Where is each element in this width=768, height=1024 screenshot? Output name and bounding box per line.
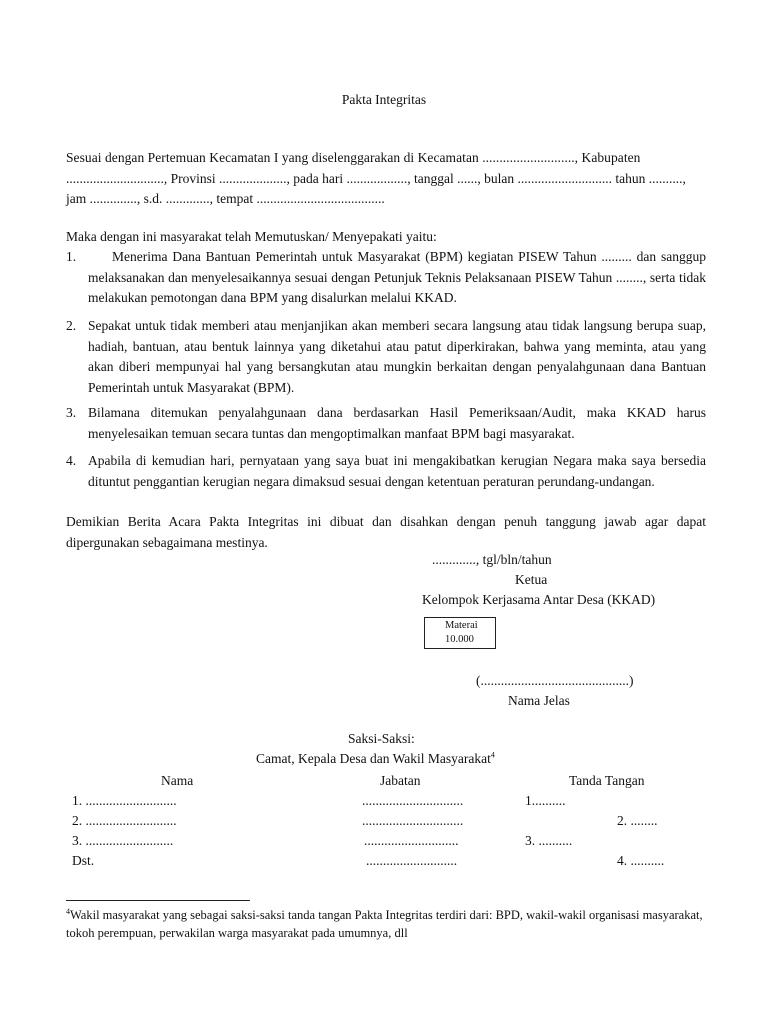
witness-row-1-ttd: 1.......... xyxy=(525,793,566,808)
closing-paragraph: Demikian Berita Acara Pakta Integritas ini dibuat dan disahkan dengan penuh tanggung jawab agar dapat dipergunakan sebagaimana mestinya. xyxy=(66,514,706,550)
witness-row-3-nama: 3. .......................... xyxy=(72,833,174,848)
decision-item-4 xyxy=(66,451,706,492)
signature-name-label: Nama Jelas xyxy=(508,693,570,708)
item-number: 4. xyxy=(66,453,77,468)
signature-name-line: (............................................) xyxy=(476,673,634,688)
column-header-jabatan: Jabatan xyxy=(380,773,421,788)
intro-line-3: jam .............., s.d. ............., tempat ...................................... xyxy=(66,191,385,206)
witness-row-2-nama: 2. ........................... xyxy=(72,813,177,828)
witnesses-title: Saksi-Saksi: xyxy=(348,731,415,746)
witness-row-2-jabatan: .............................. xyxy=(362,813,464,828)
witnesses-subtitle-text: Camat, Kepala Desa dan Wakil Masyarakat xyxy=(256,751,491,766)
footnote-number: 4 xyxy=(66,906,70,916)
decision-item-1 xyxy=(66,247,706,309)
item-number: 1. xyxy=(66,249,77,264)
decision-item-3 xyxy=(66,403,706,444)
signature-date: ............., tgl/bln/tahun xyxy=(432,552,552,567)
witness-row-4-ttd: 4. .......... xyxy=(617,853,665,868)
item-number: 3. xyxy=(66,405,77,420)
witness-row-4-jabatan: ........................... xyxy=(366,853,458,868)
witness-row-1-nama: 1. ........................... xyxy=(72,793,177,808)
signature-role: Ketua xyxy=(515,572,548,587)
intro-line-1: Sesuai dengan Pertemuan Kecamatan I yang diselenggarakan di Kecamatan ..........................., Kabupaten xyxy=(66,150,641,165)
witness-row-4-nama: Dst. xyxy=(72,853,95,868)
item-text: Apabila di kemudian hari, pernyataan yang saya buat ini mengakibatkan kerugian Negara maka saya bersedia dituntut penggantian kerugian negara dimaksud sesuai dengan ketentuan peraturan perundang-undangan. xyxy=(88,453,706,489)
column-header-nama: Nama xyxy=(161,773,194,788)
item-text: Bilamana ditemukan penyalahgunaan dana berdasarkan Hasil Pemeriksaan/Audit, maka KKAD harus menyelesaikan temuan secara tuntas dan mengoptimalkan manfaat BPM bagi masyarakat. xyxy=(88,405,706,441)
footnote-text: Wakil masyarakat yang sebagai saksi-saksi tanda tangan Pakta Integritas terdiri dari: BPD, wakil-wakil organisasi masyarakat, tokoh perempuan, perwakilan warga masyarakat pada umumnya, dll xyxy=(66,908,703,940)
item-text: Sepakat untuk tidak memberi atau menjanjikan akan memberi secara langsung atau tidak langsung berupa suap, hadiah, bantuan, atau bentuk lainnya yang diketahui atau patut diperkirakan, bahwa yang meminta, atau yang akan diberi mempunyai hal yang bersangkutan atau mungkin berkaitan dengan penyalahgunaan dana Bantuan Pemerintah untuk Masyarakat (BPM). xyxy=(88,318,706,395)
intro-paragraph xyxy=(66,148,706,210)
decision-item-2 xyxy=(66,316,706,398)
witness-row-2-ttd: 2. ........ xyxy=(617,813,658,828)
decision-intro: Maka dengan ini masyarakat telah Memutuskan/ Menyepakati yaitu: xyxy=(66,229,437,244)
witnesses-subtitle xyxy=(256,751,495,767)
item-number: 2. xyxy=(66,318,77,333)
footnote xyxy=(66,906,711,942)
footnote-divider xyxy=(66,900,250,901)
stamp-value: 10.000 xyxy=(445,634,474,645)
column-header-ttd: Tanda Tangan xyxy=(569,773,645,788)
item-text: Menerima Dana Bantuan Pemerintah untuk Masyarakat (BPM) kegiatan PISEW Tahun ......... dan sanggup melaksanakan dan menyelesaikannya sesuai dengan Petunjuk Teknis Pelaksanaan PISEW Tahun ........, serta tidak melakukan pemotongan dana BPM yang disalurkan melalui KKAD. xyxy=(88,249,706,305)
stamp-label: Materai xyxy=(445,620,478,631)
document-title: Pakta Integritas xyxy=(341,92,427,107)
witness-row-3-ttd: 3. .......... xyxy=(525,833,573,848)
witness-row-1-jabatan: .............................. xyxy=(362,793,464,808)
stamp-box xyxy=(424,617,496,649)
signature-org: Kelompok Kerjasama Antar Desa (KKAD) xyxy=(422,592,656,607)
witness-row-3-jabatan: ............................ xyxy=(364,833,459,848)
intro-line-2: ............................., Provinsi ...................., pada hari .................., tanggal ......, bulan ............................ tahun .........., xyxy=(66,170,686,186)
footnote-reference: 4 xyxy=(490,750,495,760)
